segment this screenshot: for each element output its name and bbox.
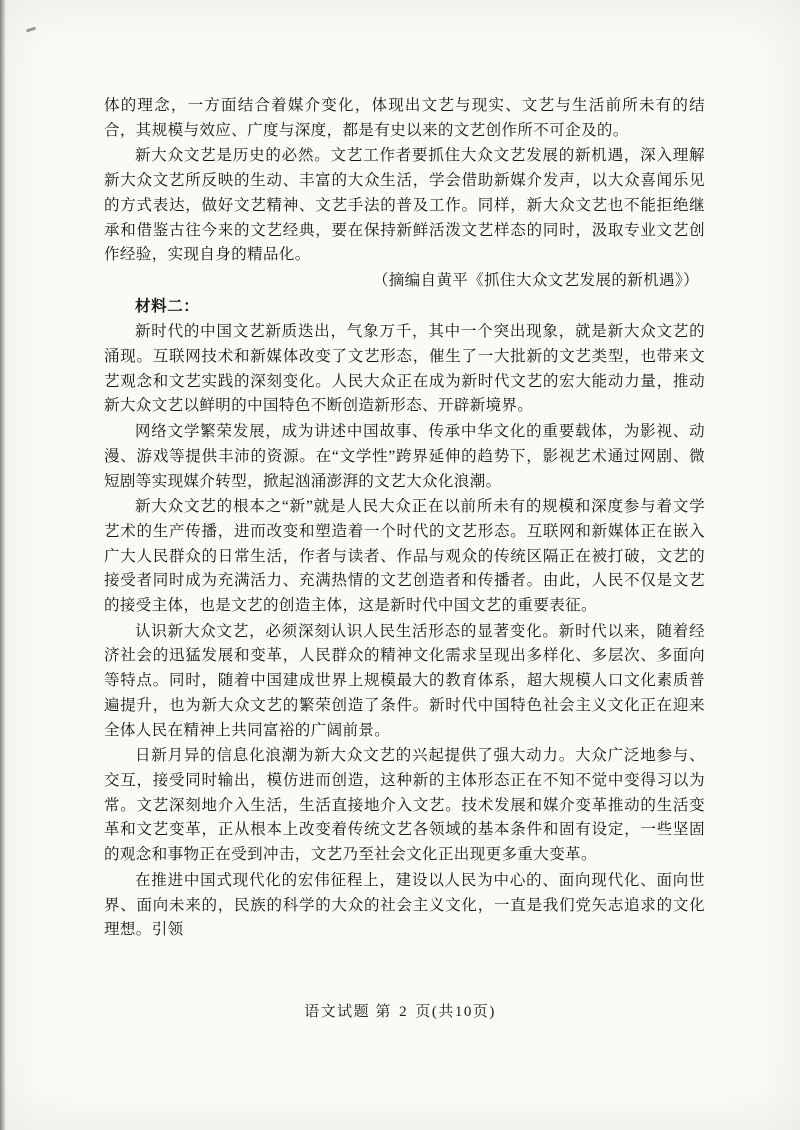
material-two-heading: 材料二： — [135, 297, 200, 315]
attribution-line: （摘编自黄平《抓住大众文艺发展的新机遇》） — [372, 271, 699, 289]
paragraph: 认识新大众文艺，必须深刻认识人民生活形态的显著变化。新时代以来，随着经济社会的迅猛发展和变革，人民群众的精神文化需求呈现出多样化、多层次、多面向等特点。同时，随着中国建成世界上规模最大的教育体系，超大规模人口文化素质普遍提升，也为新大众文艺的繁荣创造了条件。新时代中国特色社会主义文化正在迎来全体人民在精神上共同富裕的广阔前景。 — [104, 622, 705, 739]
paragraph-continuation: 体的理念，一方面结合着媒介变化，体现出文艺与现实、文艺与生活前所未有的结合，其规模与效应、广度与深度，都是有史以来的文艺创作所不可企及的。 — [104, 97, 705, 139]
paragraph: 新大众文艺是历史的必然。文艺工作者要抓住大众文艺发展的新机遇，深入理解新大众文艺所反映的生动、丰富的大众生活，学会借助新媒介发声，以大众喜闻乐见的方式表达，做好文艺精神、文艺手法的普及工作。同样，新大众文艺也不能拒绝继承和借鉴古往今来的文艺经典，要在保持新鲜活泼文艺样态的同时，汲取专业文艺创作经验，实现自身的精品化。 — [104, 147, 705, 264]
paragraph: 日新月异的信息化浪潮为新大众文艺的兴起提供了强大动力。大众广泛地参与、交互，接受同时输出，模仿进而创造，这种新的主体形态正在不知不觉中变得习以为常。文艺深刻地介入生活，生活直接地介入文艺。技术发展和媒介变革推动的生活变革和文艺变革，正从根本上改变着传统文艺各领域的基本条件和固有设定，一些坚固的观念和事物正在受到冲击，文艺乃至社会文化正出现更多重大变革。 — [104, 747, 705, 864]
page-footer — [0, 1000, 800, 1021]
scan-edge-artifact — [0, 0, 6, 1130]
footer-page-suffix: 页(共10页) — [415, 1004, 496, 1020]
paragraph: 新时代的中国文艺新质迭出，气象万千，其中一个突出现象，就是新大众文艺的涌现。互联网技术和新媒体改变了文艺形态，催生了一大批新的文艺类型，也带来文艺观念和文艺实践的深刻变化。人民大众正在成为新时代文艺的宏大能动力量，推动新大众文艺以鲜明的中国特色不断创造新形态、开辟新境界。 — [104, 323, 705, 415]
paragraph: 新大众文艺的根本之“新”就是人民大众正在以前所未有的规模和深度参与着文学艺术的生产传播，进而改变和塑造着一个时代的文艺形态。互联网和新媒体正在嵌入广大人民群众的日常生活，作者与读者、作品与观众的传统区隔正在被打破，文艺的接受者同时成为充满活力、充满热情的文艺创造者和传播者。由此，人民不仅是文艺的接受主体，也是文艺的创造主体，这是新时代中国文艺的重要表征。 — [104, 498, 705, 615]
footer-page-word: 第 — [375, 1004, 392, 1020]
page-text-body — [104, 94, 705, 944]
footer-exam-title: 语文试题 — [304, 1004, 371, 1020]
scan-speck-artifact — [26, 27, 36, 33]
paragraph: 网络文学繁荣发展，成为讲述中国故事、传承中华文化的重要载体，为影视、动漫、游戏等提供丰沛的资源。在“文学性”跨界延伸的趋势下，影视艺术通过网剧、微短剧等实现媒介转型，掀起汹涌澎湃的文艺大众化浪潮。 — [104, 423, 705, 490]
paragraph: 在推进中国式现代化的宏伟征程上，建设以人民为中心的、面向现代化、面向世界、面向未来的，民族的科学的大众的社会主义文化，一直是我们党矢志追求的文化理想。引领 — [104, 871, 705, 939]
footer-page-number: 2 — [399, 1004, 409, 1020]
